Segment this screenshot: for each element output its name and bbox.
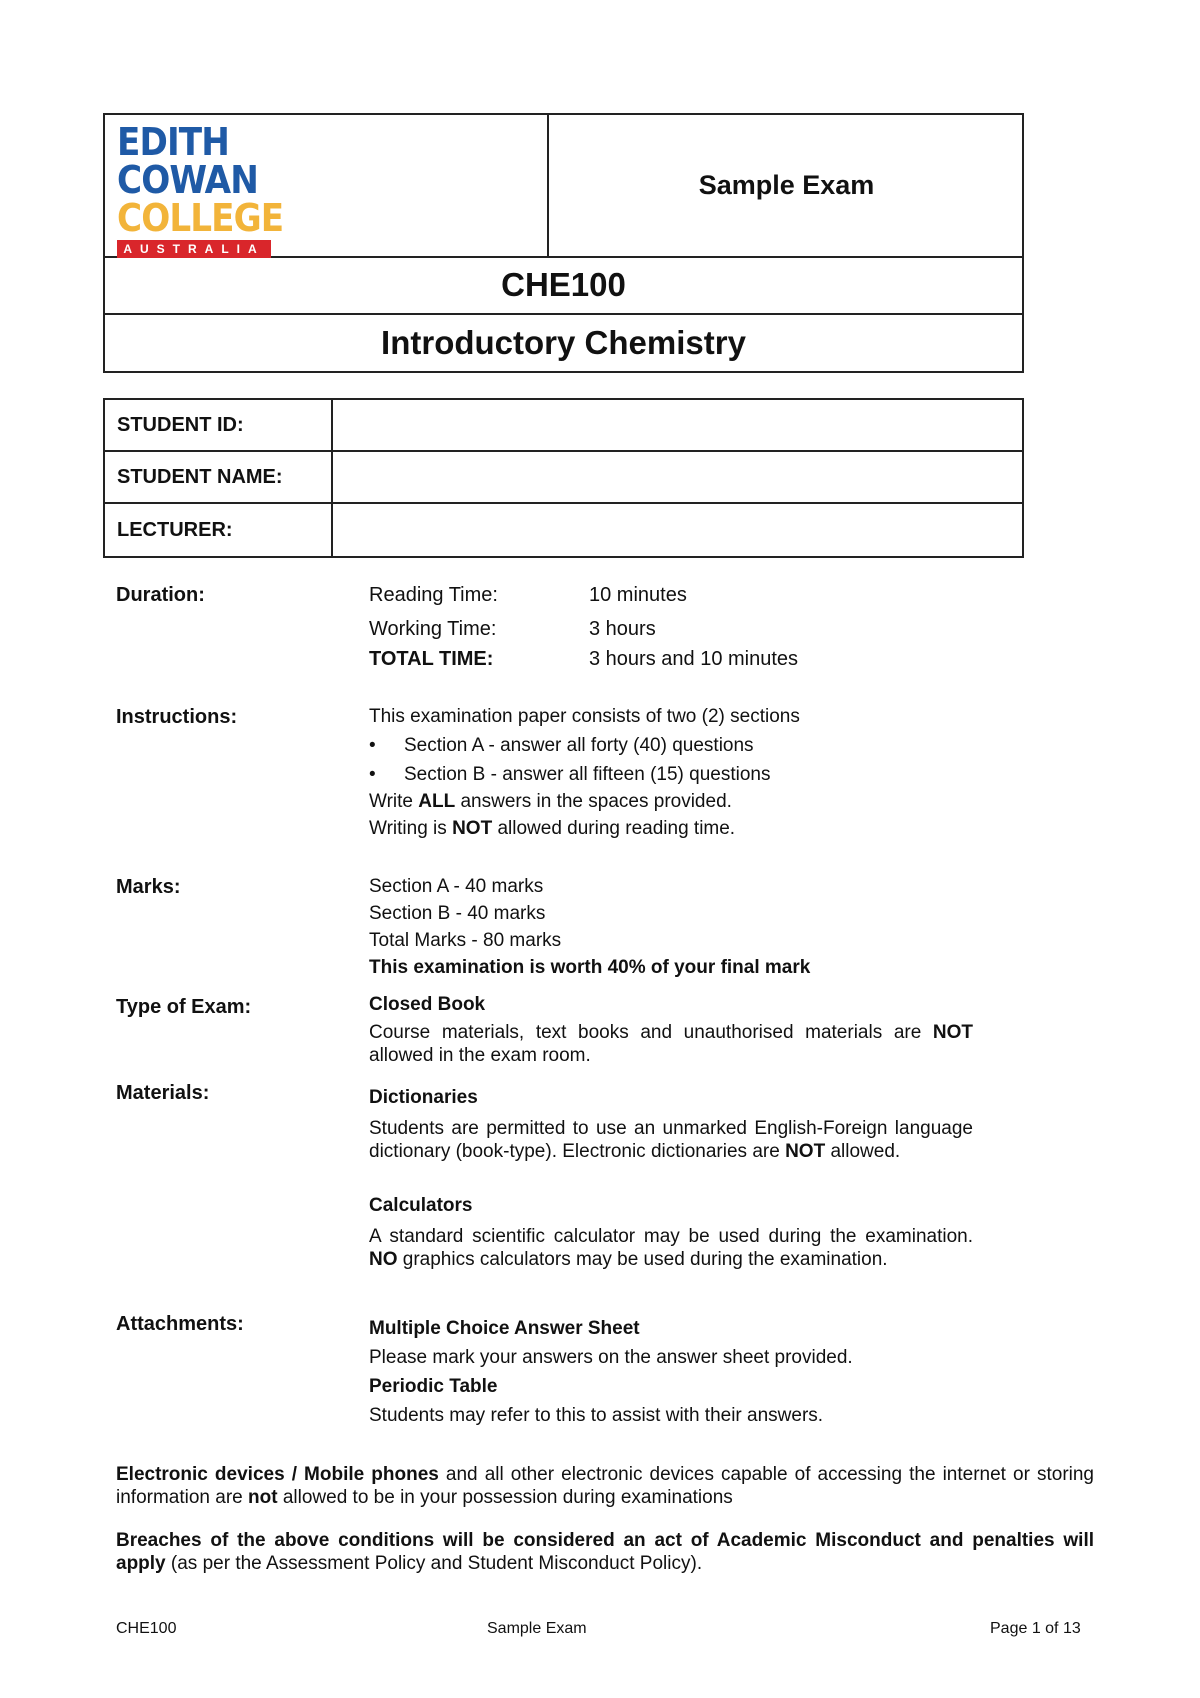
student-id-label: STUDENT ID: — [105, 400, 333, 450]
footer-course-code: CHE100 — [116, 1620, 177, 1637]
instruction-writing-not-allowed: Writing is NOT allowed during reading time. — [369, 818, 736, 839]
attachments-label: Attachments: — [116, 1313, 244, 1335]
header-top-row — [105, 115, 1022, 258]
exam-type-label: Type of Exam: — [116, 996, 252, 1018]
instruction-bullet-a: Section A - answer all forty (40) questions — [404, 735, 754, 756]
materials-label: Materials: — [116, 1082, 210, 1104]
dictionaries-heading: Dictionaries — [369, 1087, 478, 1108]
reading-time-label: Reading Time: — [369, 584, 498, 606]
course-name: Introductory Chemistry — [381, 324, 746, 361]
course-code: CHE100 — [105, 256, 1022, 315]
mc-answer-sheet-heading: Multiple Choice Answer Sheet — [369, 1318, 640, 1339]
duration-label: Duration: — [116, 584, 205, 606]
doc-type-title: Sample Exam — [698, 170, 875, 200]
bullet-icon: • — [369, 764, 376, 785]
marks-section-a: Section A - 40 marks — [369, 876, 544, 897]
misconduct-notice: Breaches of the above conditions will be considered an act of Academic Misconduct and penalties will apply (as per the Assessment Policy and Student Misconduct Policy). — [116, 1530, 1094, 1574]
reading-time-value: 10 minutes — [589, 584, 687, 606]
lecturer-label: LECTURER: — [105, 504, 333, 556]
student-name-row — [105, 452, 1022, 504]
mc-answer-sheet-text: Please mark your answers on the answer sheet provided. — [369, 1347, 853, 1368]
instruction-bullet-b: Section B - answer all fifteen (15) questions — [404, 764, 771, 785]
footer-page-number: Page 1 of 13 — [990, 1620, 1081, 1637]
exam-type-text: Course materials, text books and unauthorised materials are NOT allowed in the exam room. — [369, 1022, 973, 1066]
header-box — [103, 113, 1024, 373]
student-id-row — [105, 400, 1022, 452]
lecturer-field[interactable] — [333, 504, 1022, 556]
bullet-icon: • — [369, 735, 376, 756]
calculators-text: A standard scientific calculator may be used during the examination. NO graphics calculators may be used during the examination. — [369, 1226, 973, 1270]
student-info-box — [103, 398, 1024, 558]
student-name-field[interactable] — [333, 452, 1022, 502]
dictionaries-text: Students are permitted to use an unmarked English-Foreign language dictionary (book-type). Electronic dictionaries are NOT allowed. — [369, 1118, 973, 1162]
periodic-table-text: Students may refer to this to assist with their answers. — [369, 1405, 824, 1426]
total-time-label: TOTAL TIME: — [369, 648, 494, 670]
instruction-write-all: Write ALL answers in the spaces provided. — [369, 791, 732, 812]
exam-type-heading: Closed Book — [369, 994, 486, 1015]
total-time-value: 3 hours and 10 minutes — [589, 648, 799, 670]
college-logo — [117, 120, 284, 258]
marks-section-b: Section B - 40 marks — [369, 903, 546, 924]
logo-line-edith: EDITH — [117, 120, 229, 164]
logo-line-australia: AUSTRALIA — [117, 240, 271, 258]
working-time-value: 3 hours — [589, 618, 656, 640]
calculators-heading: Calculators — [369, 1195, 473, 1216]
marks-weighting: This examination is worth 40% of your final mark — [369, 957, 811, 978]
student-name-label: STUDENT NAME: — [105, 452, 333, 502]
working-time-label: Working Time: — [369, 618, 497, 640]
instructions-intro: This examination paper consists of two (2) sections — [369, 706, 800, 727]
electronic-devices-notice: Electronic devices / Mobile phones and all other electronic devices capable of accessing the internet or storing information are not allowed to be in your possession during examinations — [116, 1464, 1095, 1508]
marks-label: Marks: — [116, 876, 181, 898]
periodic-table-heading: Periodic Table — [369, 1376, 498, 1397]
instructions-label: Instructions: — [116, 706, 238, 728]
logo-line-cowan: COWAN — [117, 158, 258, 202]
student-id-field[interactable] — [333, 400, 1022, 450]
logo-line-college: COLLEGE — [117, 196, 284, 240]
marks-total: Total Marks - 80 marks — [369, 930, 562, 951]
footer-doc-type: Sample Exam — [487, 1620, 587, 1637]
lecturer-row — [105, 504, 1022, 556]
